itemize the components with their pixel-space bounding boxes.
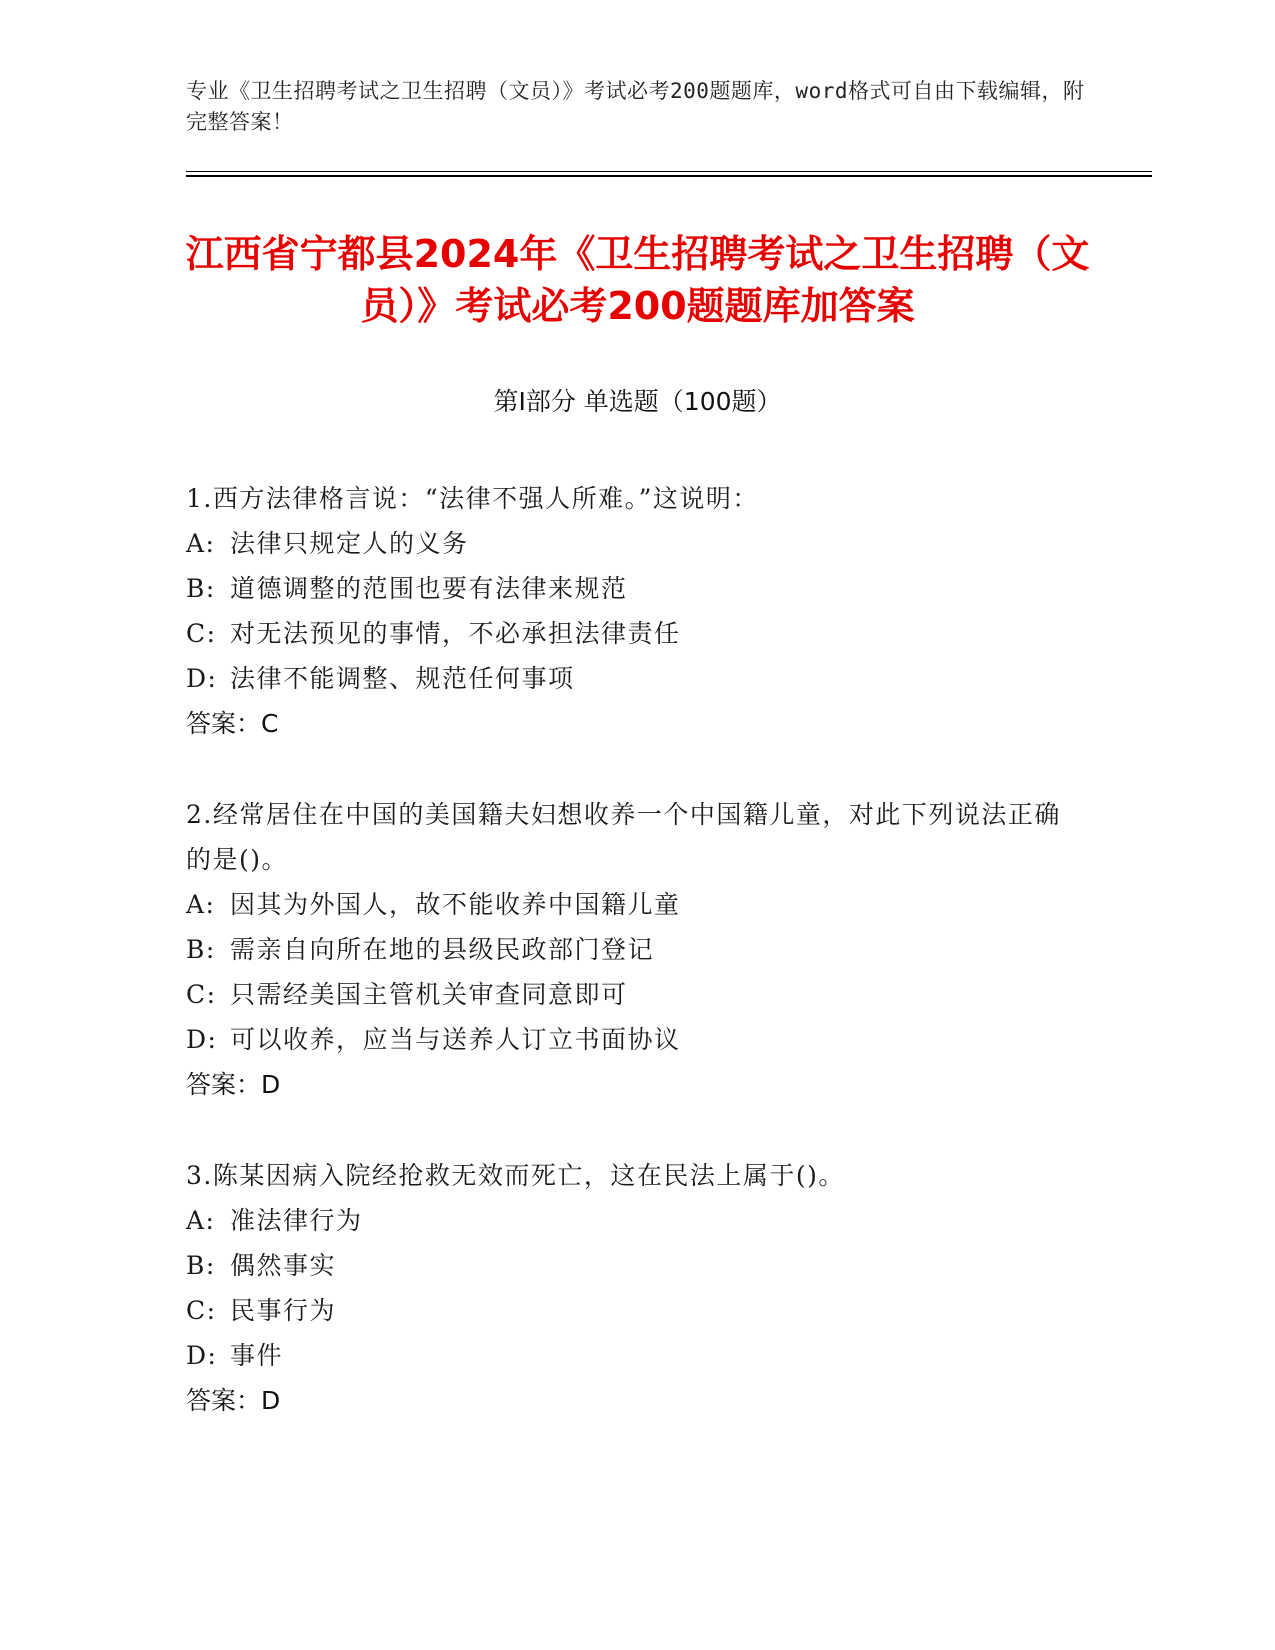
option-letter: B: bbox=[186, 574, 216, 603]
option-text: 可以收养，应当与送养人订立书面协议 bbox=[230, 1025, 681, 1054]
option-c bbox=[186, 1288, 1066, 1333]
option-letter: C: bbox=[186, 1296, 217, 1325]
option-a bbox=[186, 882, 1066, 927]
option-letter: B: bbox=[186, 1251, 216, 1280]
option-text: 道德调整的范围也要有法律来规范 bbox=[230, 574, 628, 603]
option-text: 民事行为 bbox=[230, 1296, 337, 1325]
header-rule-thin bbox=[186, 171, 1152, 172]
answer-line: 答案：D bbox=[186, 1386, 281, 1415]
option-text: 法律只规定人的义务 bbox=[230, 529, 469, 558]
option-text: 法律不能调整、规范任何事项 bbox=[230, 664, 575, 693]
question-item bbox=[186, 1153, 1066, 1423]
question-list bbox=[186, 476, 1066, 1469]
option-d bbox=[186, 1017, 1066, 1062]
answer-line: 答案：C bbox=[186, 709, 279, 738]
question-stem: 1.西方法律格言说：“法律不强人所难。”这说明： bbox=[186, 484, 759, 513]
option-text: 因其为外国人，故不能收养中国籍儿童 bbox=[230, 890, 681, 919]
option-letter: D: bbox=[186, 1341, 218, 1370]
section-title: 第Ⅰ部分 单选题（100题） bbox=[493, 387, 782, 416]
option-b bbox=[186, 1243, 1066, 1288]
option-letter: A: bbox=[186, 890, 216, 919]
option-d bbox=[186, 1333, 1066, 1378]
option-letter: D: bbox=[186, 664, 218, 693]
option-text: 对无法预见的事情，不必承担法律责任 bbox=[230, 619, 681, 648]
header-rule-thick bbox=[186, 175, 1152, 177]
option-letter: C: bbox=[186, 980, 217, 1009]
option-text: 只需经美国主管机关审查同意即可 bbox=[230, 980, 628, 1009]
option-text: 事件 bbox=[230, 1341, 284, 1370]
option-a bbox=[186, 1198, 1066, 1243]
option-text: 需亲自向所在地的县级民政部门登记 bbox=[230, 935, 655, 964]
question-stem: 2.经常居住在中国的美国籍夫妇想收养一个中国籍儿童，对此下列说法正确的是()。 bbox=[186, 800, 1061, 874]
answer-line: 答案：D bbox=[186, 1070, 281, 1099]
option-text: 准法律行为 bbox=[230, 1206, 363, 1235]
option-b bbox=[186, 927, 1066, 972]
option-c bbox=[186, 611, 1066, 656]
option-letter: C: bbox=[186, 619, 217, 648]
option-c bbox=[186, 972, 1066, 1017]
option-d bbox=[186, 656, 1066, 701]
option-text: 偶然事实 bbox=[230, 1251, 337, 1280]
option-a bbox=[186, 521, 1066, 566]
option-letter: A: bbox=[186, 529, 216, 558]
header-note: 专业《卫生招聘考试之卫生招聘（文员）》考试必考200题题库，word格式可自由下载编辑，附完整答案！ bbox=[186, 79, 1085, 134]
document-title: 江西省宁都县2024年《卫生招聘考试之卫生招聘（文员）》考试必考200题题库加答案 bbox=[185, 232, 1090, 328]
question-item bbox=[186, 476, 1066, 746]
option-letter: D: bbox=[186, 1025, 218, 1054]
question-item bbox=[186, 792, 1066, 1107]
option-letter: B: bbox=[186, 935, 216, 964]
question-stem: 3.陈某因病入院经抢救无效而死亡，这在民法上属于()。 bbox=[186, 1161, 845, 1190]
option-letter: A: bbox=[186, 1206, 216, 1235]
option-b bbox=[186, 566, 1066, 611]
